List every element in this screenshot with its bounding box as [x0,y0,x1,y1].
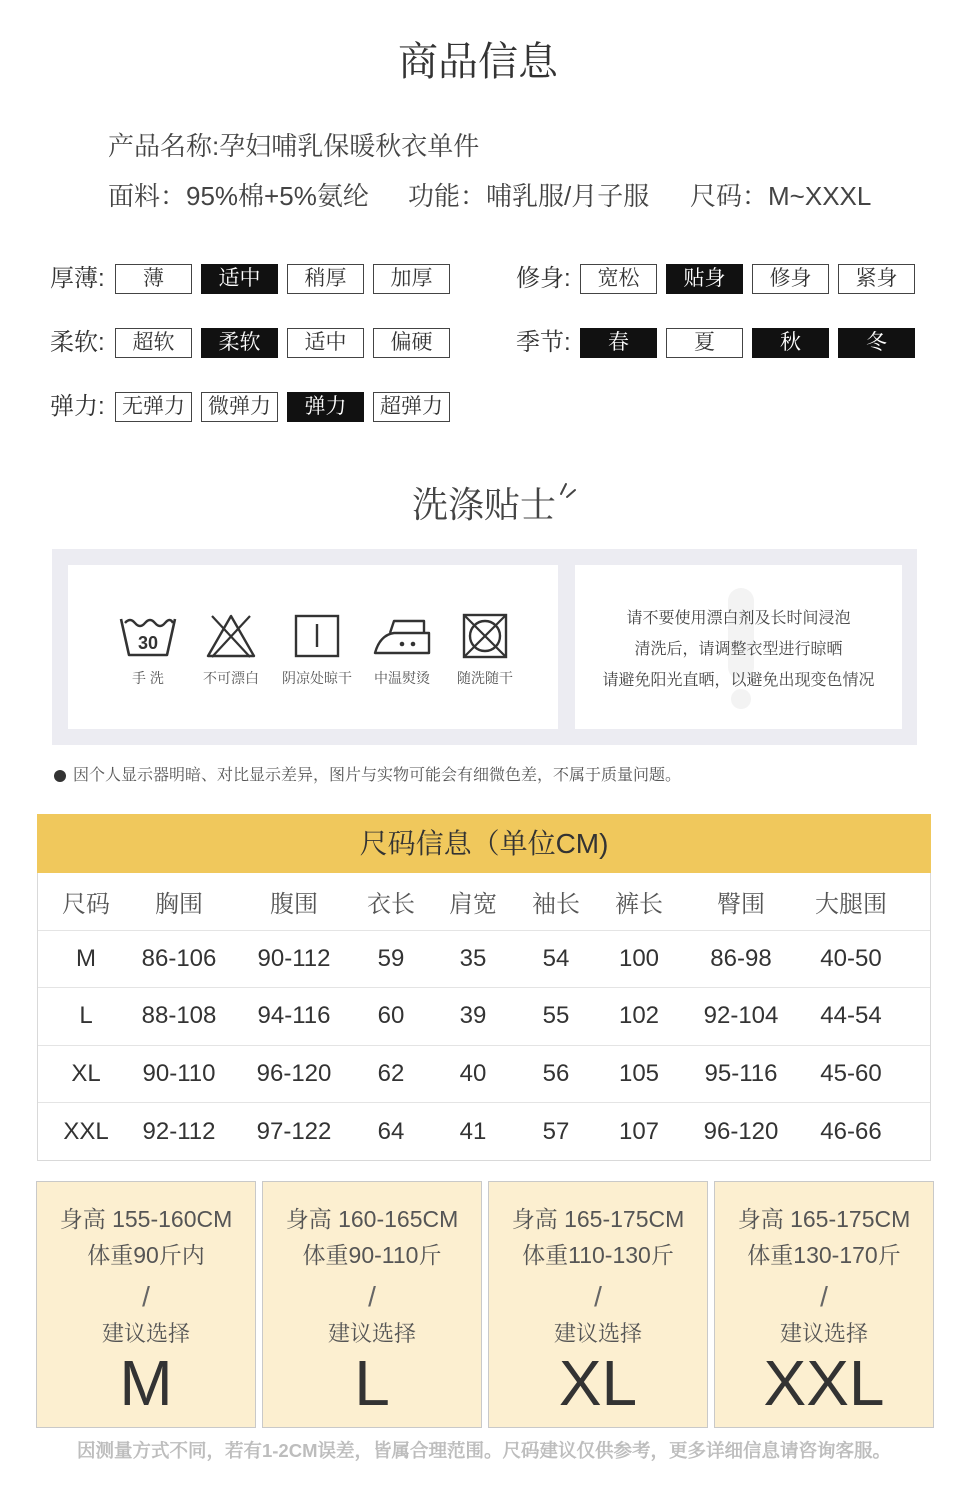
weight-range: 体重90-110斤 [302,1242,442,1268]
function-spec [408,181,649,211]
suggested-size: M [119,1347,173,1419]
attr-fit [516,264,924,294]
size-table-header [38,873,930,931]
care-item-no-bleach [186,613,276,687]
suggest-label: 建议选择 [101,1321,190,1346]
table-cell: 62 [377,1060,405,1088]
separator: / [142,1281,150,1312]
option-chip: 微弹力 [201,392,278,422]
size-table-title: 尺码信息（单位CM) [37,814,931,873]
table-cell: L [79,1002,93,1030]
suggested-size: XXL [763,1347,885,1419]
table-row [38,1103,930,1161]
weight-range: 体重90斤内 [87,1242,205,1268]
function-value: 哺乳服/月子服 [486,181,650,211]
table-cell: 96-120 [703,1118,779,1146]
measurement-disclaimer: 因测量方式不同，若有1-2CM误差，皆属合理范围。尺码建议仅供参考，更多详细信息请咨询客服。 [76,1440,891,1461]
table-cell: 57 [542,1118,570,1146]
table-cell: XL [71,1060,101,1088]
wash-dry-icon [455,613,515,659]
hand-wash-icon [118,613,178,659]
table-cell: 100 [618,944,660,972]
option-chip: 夏 [666,328,743,358]
attr-label: 柔软: [50,329,105,356]
attr-label: 厚薄: [50,265,105,292]
recommendation-card [488,1181,708,1428]
table-cell: 56 [542,1060,570,1088]
table-row [38,988,930,1046]
table-cell: 40-50 [820,944,882,972]
separator: / [368,1281,376,1312]
table-cell: 92-104 [703,1002,779,1030]
height-range: 身高 165-175CM [511,1206,685,1232]
table-cell: 94-116 [257,1002,331,1030]
recommendation-card [36,1181,256,1428]
suggest-label: 建议选择 [553,1321,642,1346]
care-panel [52,549,917,745]
function-label: 功能： [408,181,487,211]
option-chip: 无弹力 [115,392,192,422]
table-cell: 35 [459,944,487,972]
column-header: 臀围 [717,890,765,918]
care-tips [575,603,902,696]
table-cell: 96-120 [256,1060,332,1088]
option-chip: 秋 [752,328,829,358]
separator: / [594,1281,602,1312]
table-cell: 60 [377,1002,405,1030]
option-chip: 春 [580,328,657,358]
care-label: 不可漂白 [203,670,259,686]
dry-in-shade-icon [287,613,347,659]
table-cell: M [76,944,96,972]
size-range-spec [690,181,871,211]
care-label: 阴凉处晾干 [282,670,352,686]
medium-iron-icon [372,613,432,659]
table-cell: 55 [542,1002,570,1030]
column-header: 肩宽 [449,890,497,918]
size-range-label: 尺码： [690,181,769,211]
bullet-icon [54,770,66,782]
table-cell: 44-54 [820,1002,882,1030]
table-cell: 40 [459,1060,487,1088]
table-cell: 86-106 [141,944,217,972]
separator: / [820,1281,828,1312]
column-header: 胸围 [155,890,203,918]
care-label: 中温熨烫 [374,670,430,686]
size-range-value: M~XXXL [768,181,872,211]
table-cell: 59 [377,944,405,972]
table-cell: 92-112 [142,1118,216,1146]
suggest-label: 建议选择 [327,1321,416,1346]
option-chip: 弹力 [287,392,364,422]
option-chip: 稍厚 [287,264,364,294]
fabric-label: 面料： [108,181,187,211]
suggest-label: 建议选择 [779,1321,868,1346]
attr-thickness [50,264,459,294]
suggested-size: L [354,1347,390,1419]
table-cell: 45-60 [820,1060,882,1088]
care-label: 随洗随干 [457,670,513,686]
option-chip: 加厚 [373,264,450,294]
height-range: 身高 160-165CM [285,1206,459,1232]
table-cell: 39 [459,1002,487,1030]
table-cell: 90-112 [257,944,331,972]
height-range: 身高 155-160CM [59,1206,233,1232]
option-chip: 适中 [201,264,278,294]
option-chip: 薄 [115,264,192,294]
option-chip: 冬 [838,328,915,358]
weight-range: 体重110-130斤 [522,1242,674,1268]
recommendation-card [714,1181,934,1428]
table-cell: 41 [459,1118,487,1146]
table-cell: XXL [63,1118,109,1146]
table-cell: 88-108 [141,1002,217,1030]
column-header: 袖长 [532,890,580,918]
attr-season [516,328,924,358]
fabric-value: 95%棉+5%氨纶 [186,181,369,211]
column-header: 尺码 [62,890,110,918]
care-tip: 请不要使用漂白剂及长时间浸泡 [626,610,851,627]
option-chip: 宽松 [580,264,657,294]
option-chip: 超软 [115,328,192,358]
care-item-medium-iron [357,613,447,687]
weight-range: 体重130-170斤 [747,1242,901,1268]
table-row [38,931,930,989]
table-cell: 86-98 [710,944,772,972]
option-chip: 紧身 [838,264,915,294]
product-name-label: 产品名称: [108,131,220,161]
column-header: 腹围 [270,890,318,918]
option-chip: 偏硬 [373,328,450,358]
option-chip: 柔软 [201,328,278,358]
attr-label: 修身: [516,265,571,292]
attr-label: 弹力: [50,393,105,420]
care-tips-panel [575,565,902,729]
option-chip: 超弹力 [373,392,450,422]
table-cell: 95-116 [704,1060,778,1088]
care-item-wash-dry [440,613,530,687]
table-cell: 54 [542,944,570,972]
table-row [38,1046,930,1104]
attr-elasticity [50,392,459,422]
care-item-dry-in-shade [272,613,362,687]
fabric-spec [108,181,369,211]
table-cell: 107 [618,1118,660,1146]
washing-title: 洗涤贴士 [411,484,556,525]
column-header: 大腿围 [815,890,887,918]
recommendation-card [262,1181,482,1428]
page-title: 商品信息 [398,40,558,84]
attr-softness [50,328,459,358]
column-header: 衣长 [367,890,415,918]
care-tip: 清洗后，请调整衣型进行晾晒 [634,641,843,658]
option-chip: 修身 [752,264,829,294]
column-header: 裤长 [615,890,663,918]
suggested-size: XL [558,1347,638,1419]
table-cell: 46-66 [820,1118,882,1146]
care-tip: 请避免阳光直晒，以避免出现变色情况 [602,672,875,689]
table-cell: 90-110 [142,1060,216,1088]
no-bleach-icon [201,613,261,659]
table-cell: 64 [377,1118,405,1146]
table-cell: 102 [618,1002,660,1030]
wash-temperature: 30 [137,633,159,653]
attr-label: 季节: [516,329,571,356]
option-chip: 贴身 [666,264,743,294]
product-name-line [108,131,479,161]
color-disclaimer: 因个人显示器明暗、对比显示差异，图片与实物可能会有细微色差，不属于质量问题。 [73,767,682,784]
table-cell: 105 [618,1060,660,1088]
table-cell: 97-122 [256,1118,332,1146]
care-label: 手 洗 [132,670,164,686]
option-chip: 适中 [287,328,364,358]
size-recommendations [36,1181,934,1428]
sparkle-decoration-icon [556,477,580,499]
care-item-hand-wash [103,613,193,687]
height-range: 身高 165-175CM [737,1206,911,1232]
size-table [37,873,931,1161]
product-name-value: 孕妇哺乳保暖秋衣单件 [219,131,480,161]
care-icons-panel [68,565,558,729]
